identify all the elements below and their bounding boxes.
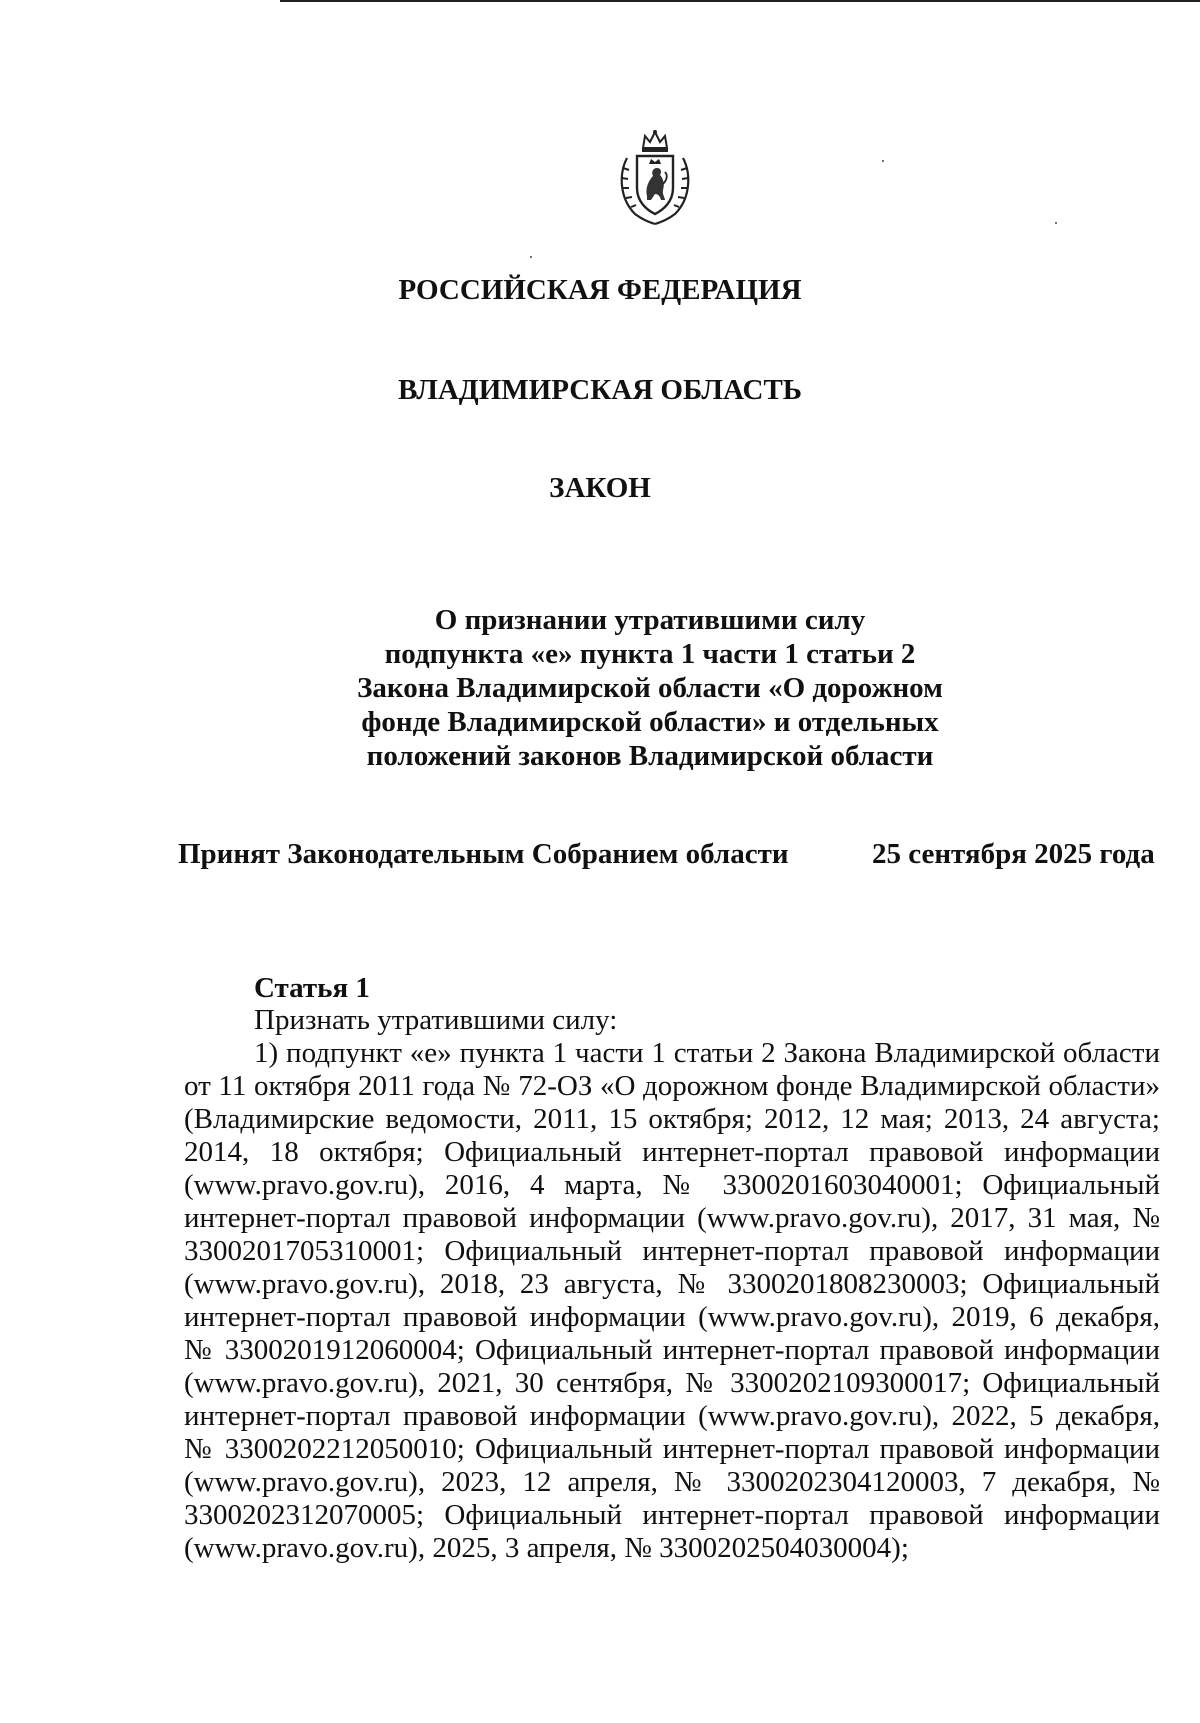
article-paragraph: Признать утратившими силу: <box>254 1004 618 1036</box>
document-type-heading: ЗАКОН <box>549 472 651 504</box>
article-paragraph: 1) подпункт «е» пункта 1 части 1 статьи 2 Закона Владимирской области от 11 октября 2011 года № 72-ОЗ «О дорожном фонде Владимирской области» (Владимирские ведомости, 2011, 15 октября; 2012, 12 мая; 2013, 24 августа; 2014, 18 октября; Официальный интернет-портал правовой информации (www.pravo.gov.ru), 2016, 4 марта, № 3300201603040001; Официальный интернет-портал правовой информации (www.pravo.gov.ru), 2017, 31 мая, № 3300201705310001; Официальный интернет-портал правовой информации (www.pravo.gov.ru), 2018, 23 августа, № 3300201808230003; Официальный интернет-портал правовой информации (www.pravo.gov.ru), 2019, 6 декабря, № 3300201912060004; Официальный интернет-портал правовой информации (www.pravo.gov.ru), 2021, 30 сентября, № 3300202109300017; Официальный интернет-портал правовой информации (www.pravo.gov.ru), 2022, 5 декабря, № 3300202212050010; Официальный интернет-портал правовой информации (www.pravo.gov.ru), 2023, 12 апреля, № 3300202304120003, 7 декабря, № 3300202312070005; Официальный интернет-портал правовой информации (www.pravo.gov.ru), 2025, 3 апреля, № 3300202504030004); <box>184 1037 1160 1564</box>
law-title-line: подпункта «е» пункта 1 части 1 статьи 2 <box>384 638 916 670</box>
law-title-line: Закона Владимирской области «О дорожном <box>357 672 943 704</box>
scan-speck <box>530 256 532 258</box>
law-title-line: О признании утратившими силу <box>434 604 866 636</box>
scan-speck <box>882 160 884 162</box>
coat-of-arms-icon <box>605 128 705 228</box>
article-title: Статья 1 <box>254 972 370 1004</box>
article-body <box>184 1004 1160 1565</box>
scan-top-edge <box>280 0 1200 2</box>
law-title-line: положений законов Владимирской области <box>366 740 934 772</box>
adopted-by-label: Принят Законодательным Собранием области <box>178 838 789 870</box>
adoption-date: 25 сентября 2025 года <box>872 838 1155 870</box>
country-heading: РОССИЙСКАЯ ФЕДЕРАЦИЯ <box>398 274 802 306</box>
scan-speck <box>1055 222 1057 224</box>
region-heading: ВЛАДИМИРСКАЯ ОБЛАСТЬ <box>398 374 802 406</box>
law-title <box>300 603 1000 773</box>
law-title-line: фонде Владимирской области» и отдельных <box>361 706 939 738</box>
